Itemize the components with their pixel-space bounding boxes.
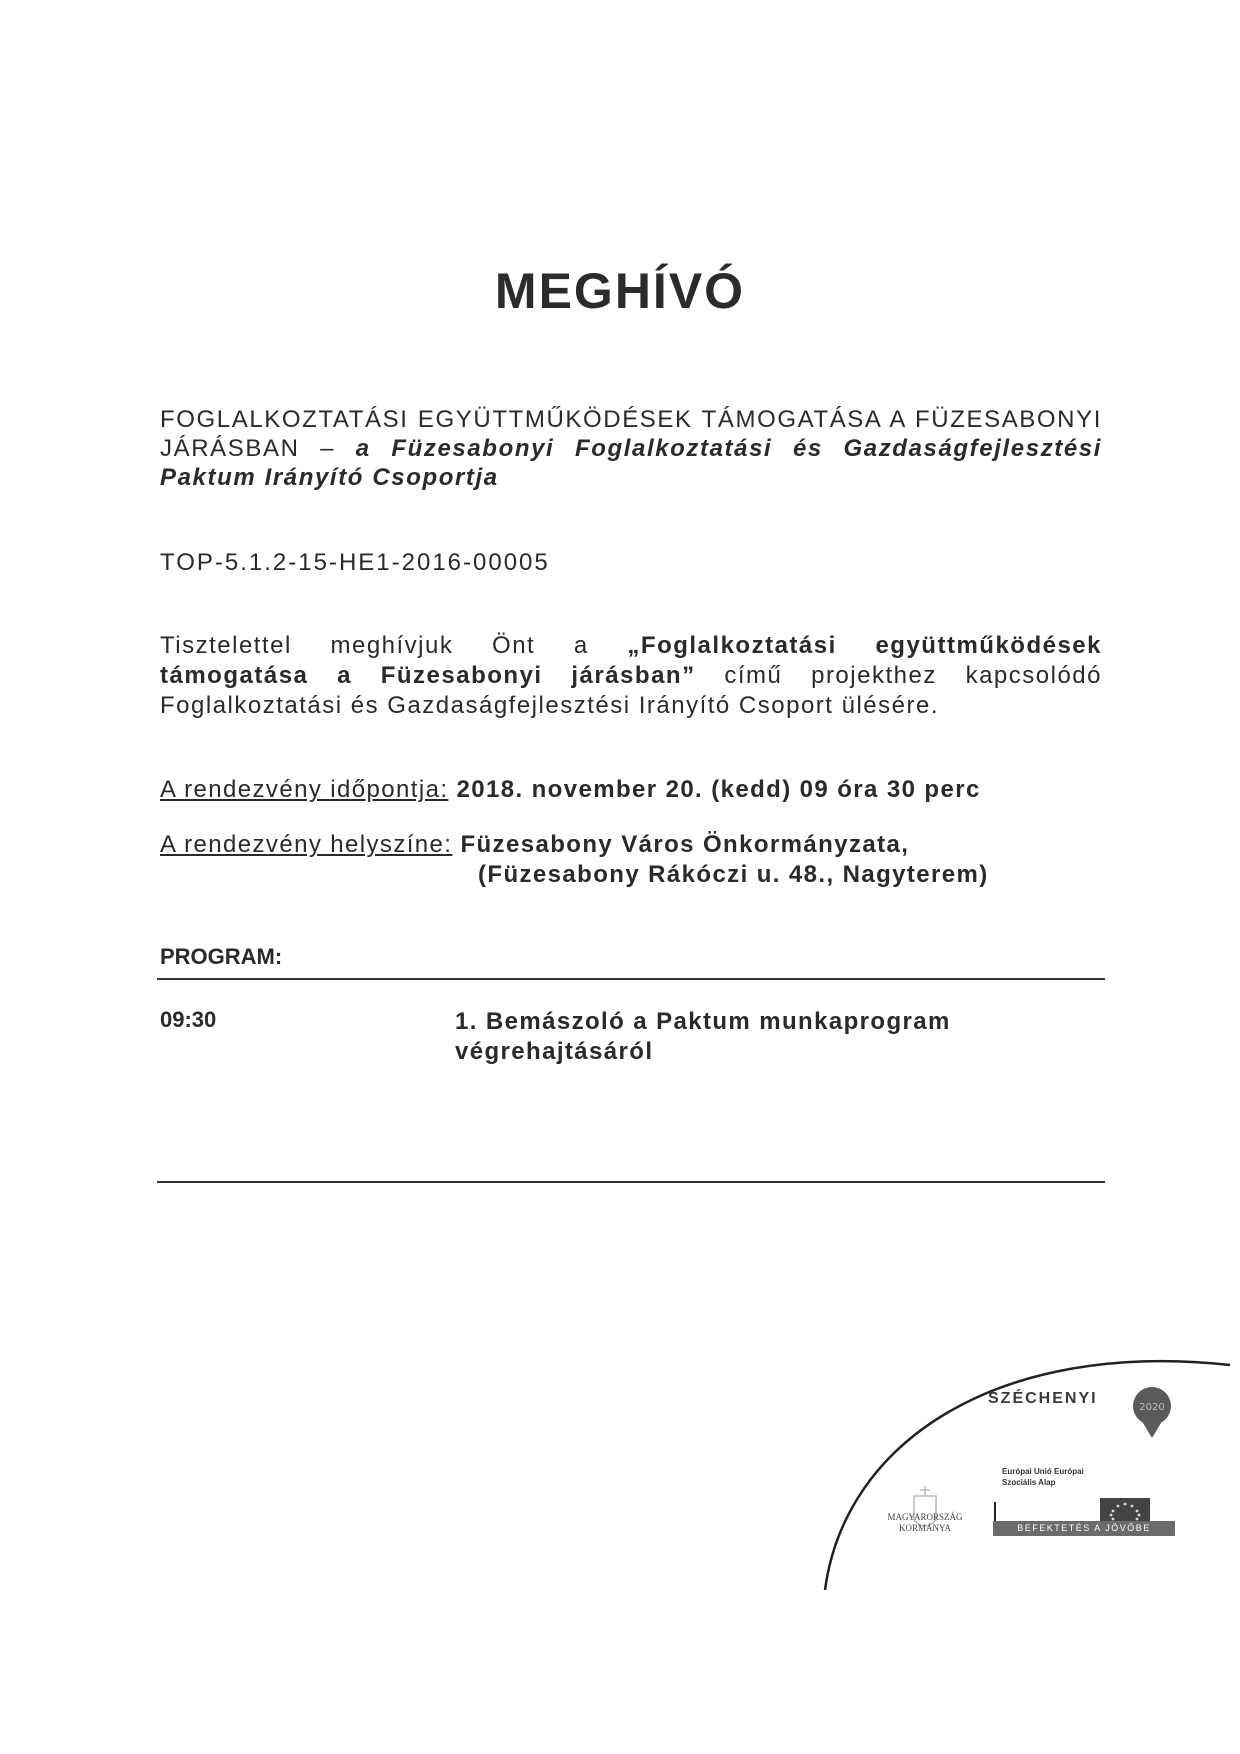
eu-fund-label: Európai Unió Európai Szociális Alap	[1002, 1467, 1084, 1487]
program-heading: PROGRAM:	[160, 944, 283, 969]
szechenyi-brand: SZÉCHENYI	[988, 1390, 1098, 1407]
project-code: TOP-5.1.2-15-HE1-2016-00005	[160, 549, 550, 576]
project-title-italic: a Füzesabonyi Foglalkoztatási és Gazdaságfejlesztési Paktum Irányító Csoportja	[160, 435, 1102, 491]
invest-tagline: BEFEKTETÉS A JÖVŐBE	[993, 1521, 1175, 1536]
intro-text-1: Tisztelettel meghívjuk Önt a	[160, 632, 628, 659]
event-date-label: A rendezvény időpontja:	[160, 776, 449, 803]
page-title: MEGHÍVÓ	[494, 263, 746, 319]
szechenyi-2020-icon	[1133, 1387, 1171, 1438]
event-location-value: Füzesabony Város Önkormányzata,	[460, 831, 910, 858]
project-title-caps: FOGLALKOZTATÁSI EGYÜTTMŰKÖDÉSEK TÁMOGATÁSA A FÜZESABONYI JÁRÁSBAN –	[160, 406, 1102, 462]
event-date-value: 2018. november 20. (kedd) 09 óra 30 perc	[456, 776, 981, 803]
event-location-address: (Füzesabony Rákóczi u. 48., Nagyterem)	[478, 861, 989, 888]
intro-text-2: című projekthez kapcsolódó Foglalkoztatási és Gazdaságfejlesztési Irányító Csoport ülésére.	[160, 662, 1102, 719]
event-location-line	[160, 831, 909, 859]
intro-project-name: „Foglalkoztatási együttműködések támogatása a Füzesabonyi járásban”	[160, 632, 1102, 689]
program-item-time: 09:30	[160, 1007, 217, 1032]
government-label: MAGYARORSZÁG KORMÁNYA	[887, 1512, 963, 1533]
program-top-divider	[157, 978, 1105, 980]
program-bottom-divider	[157, 1181, 1105, 1183]
project-title	[160, 405, 1102, 492]
intro-paragraph	[160, 631, 1102, 721]
event-date-line	[160, 776, 981, 804]
program-item-text: 1. Bemászoló a Paktum munkaprogram végrehajtásáról	[455, 1008, 951, 1065]
svg-text:2020: 2020	[1139, 1402, 1165, 1413]
event-location-label: A rendezvény helyszíne:	[160, 831, 453, 858]
